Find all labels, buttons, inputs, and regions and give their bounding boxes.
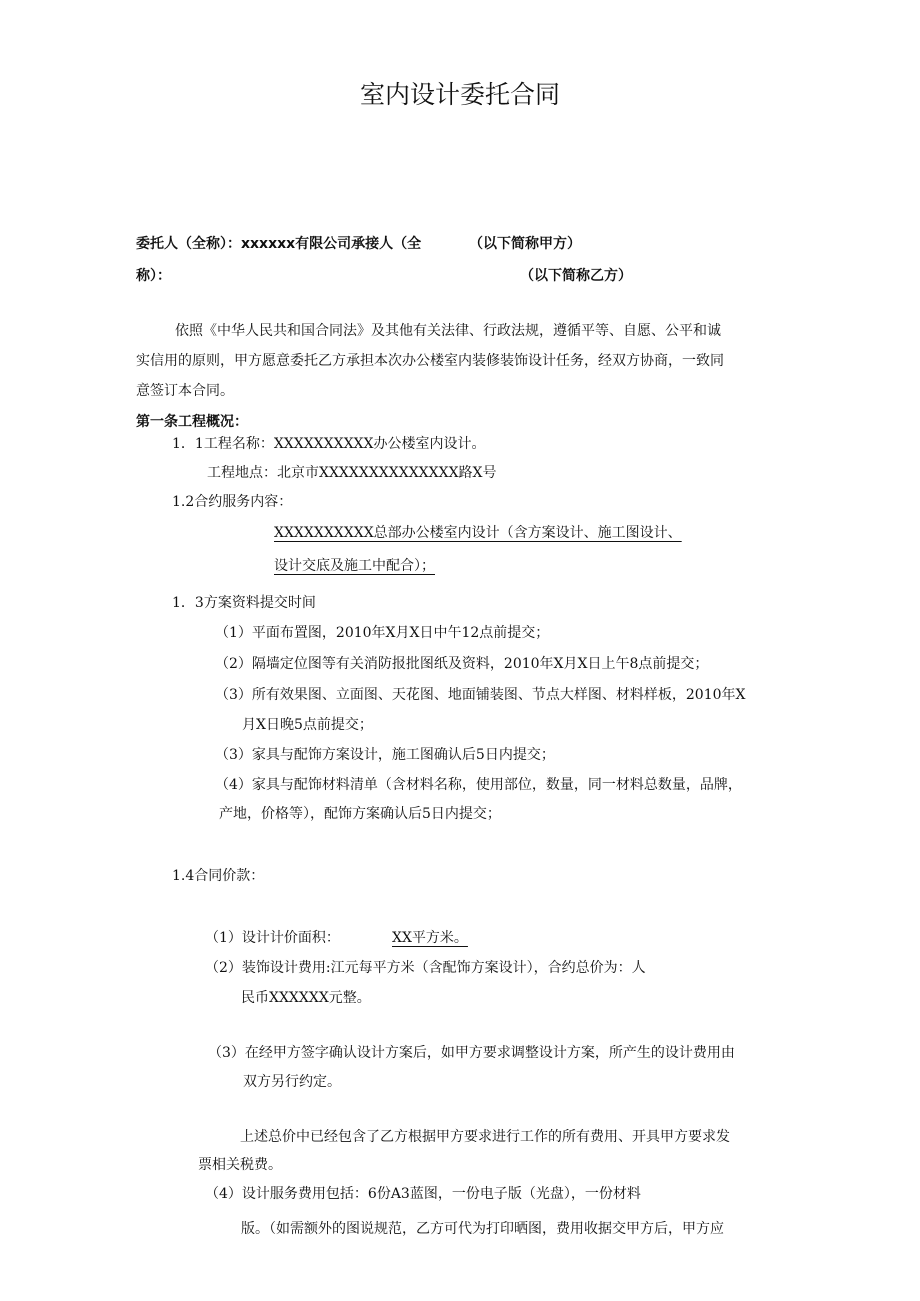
project-location: 工程地点：北京市XXXXXXXXXXXXXX路X号 xyxy=(207,465,497,481)
total-price-note: 上述总价中已经包含了乙方根据甲方要求进行工作的所有费用、开具甲方要求发 xyxy=(240,1129,730,1145)
design-area-value: XX平方米。 xyxy=(392,930,468,946)
submission-schedule-heading: 1．3方案资料提交时间 xyxy=(172,595,316,611)
total-price-note: 票相关税费。 xyxy=(198,1157,282,1173)
design-area-label: （1）设计计价面积： xyxy=(205,930,340,946)
client-abbreviation-note: （以下简称甲方） xyxy=(469,236,581,252)
intro-paragraph-line: 实信用的原则，甲方愿意委托乙方承担本次办公楼室内装修装饰设计任务，经双方协商，一致同 xyxy=(136,353,724,369)
service-fee-line: 版。（如需额外的图说规范，乙方可代为打印晒图，费用收据交甲方后，甲方应 xyxy=(241,1221,724,1237)
project-name: 1．1工程名称：XXXXXXXXXX办公楼室内设计。 xyxy=(172,436,486,452)
submission-item: （3）所有效果图、立面图、天花图、地面铺装图、节点大样图、材料样板，2010年X xyxy=(215,687,746,703)
service-content-line: XXXXXXXXXX总部办公楼室内设计（含方案设计、施工图设计、 xyxy=(274,525,682,541)
submission-item: （3）家具与配饰方案设计，施工图确认后5日内提交； xyxy=(215,747,555,763)
client-line: 委托人（全称）：xxxxxx有限公司承接人（全 xyxy=(136,236,422,252)
contractor-line: 称）： xyxy=(136,268,171,284)
design-fee-line: （2）装饰设计费用:江元每平方米（含配饰方案设计），合约总价为：人 xyxy=(205,960,646,976)
service-content-line: 设计交底及施工中配合）； xyxy=(274,558,435,574)
submission-item: （2）隔墙定位图等有关消防报批图纸及资料，2010年X月X日上午8点前提交； xyxy=(215,656,709,672)
article-1-heading: 第一条工程概况： xyxy=(136,414,248,430)
design-adjustment-line: （3）在经甲方签字确认设计方案后，如甲方要求调整设计方案，所产生的设计费用由 xyxy=(208,1045,735,1061)
submission-item: （4）家具与配饰材料清单（含材料名称，使用部位，数量，同一材料总数量，品牌， xyxy=(215,777,742,793)
design-fee-line: 民币XXXXXX元整。 xyxy=(241,990,371,1006)
contract-price-heading: 1.4合同价款： xyxy=(172,868,265,884)
contractor-abbreviation-note: （以下简称乙方） xyxy=(520,268,632,284)
service-fee-line: （4）设计服务费用包括：6份A3蓝图，一份电子版（光盘），一份材料 xyxy=(205,1186,641,1202)
service-content-heading: 1.2合约服务内容： xyxy=(172,494,293,510)
submission-item: （1）平面布置图，2010年X月X日中午12点前提交； xyxy=(215,625,550,641)
intro-paragraph-line: 依照《中华人民共和国合同法》及其他有关法律、行政法规，遵循平等、自愿、公平和诚 xyxy=(175,323,721,339)
design-adjustment-line: 双方另行约定。 xyxy=(243,1074,341,1090)
intro-paragraph-line: 意签订本合同。 xyxy=(136,383,234,399)
submission-item-continued: 月X日晚5点前提交； xyxy=(242,717,373,733)
document-title: 室内设计委托合同 xyxy=(359,80,560,109)
submission-item-continued: 产地，价格等），配饰方案确认后5日内提交； xyxy=(219,806,501,822)
